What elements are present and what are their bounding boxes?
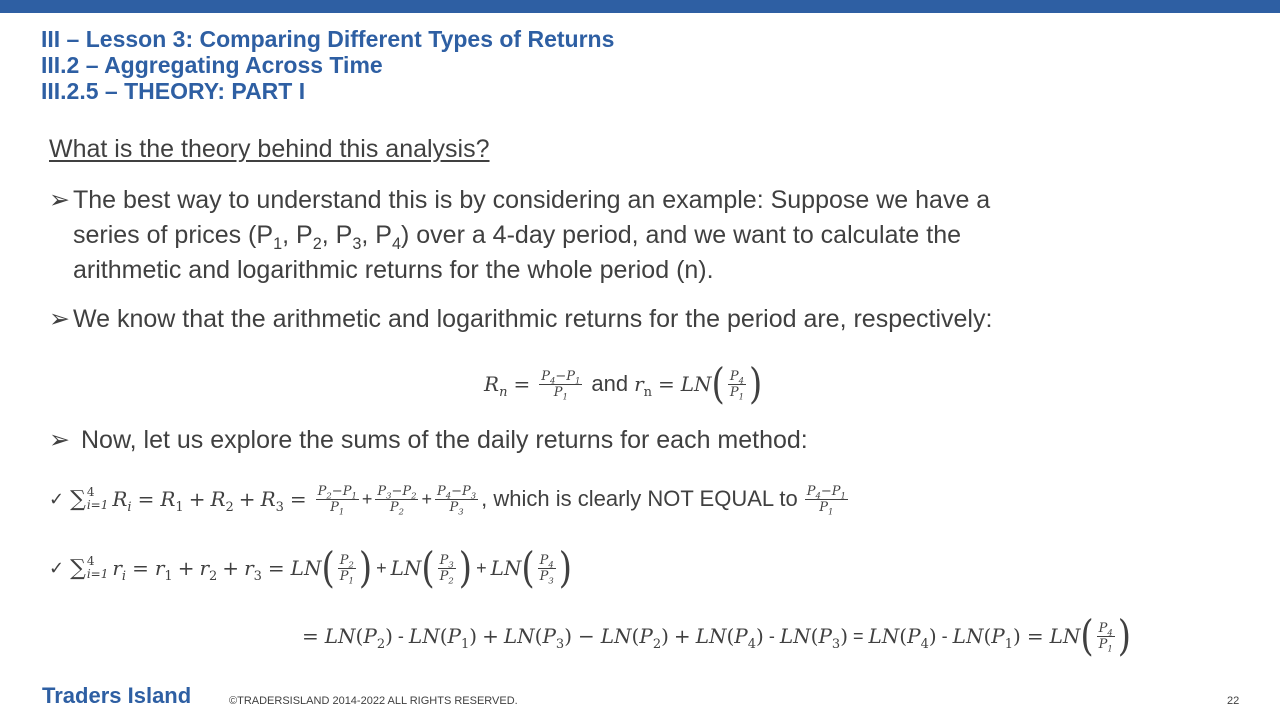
check-icon: ✓ — [49, 488, 65, 510]
arrow-bullet-icon: ➢ — [49, 426, 70, 454]
bullet-period-returns-text: We know that the arithmetic and logarithmic returns for the period are, respectively: — [73, 305, 993, 333]
slide-titles — [41, 26, 614, 104]
and-text: and — [591, 371, 629, 396]
period-returns-equation: $R_n$ = $\frac{P_4-P_1}{P_1}$ and $r_n$ = LN ( $\frac{P_4}{P_1}$ ) — [484, 359, 763, 409]
bullet-explore-sums — [49, 423, 1229, 459]
check-icon: ✓ — [49, 557, 65, 579]
bullet-explore-sums-text: Now, let us explore the sums of the daily returns for each method: — [81, 426, 808, 454]
lesson-title: III – Lesson 3: Comparing Different Types of Returns — [41, 26, 615, 52]
arrow-bullet-icon: ➢ — [49, 186, 70, 214]
log-sum-equation: ✓ ∑ 4 i=1 $r_i$ = $r_1$ + $r_2$ + $r_3$ = LN ( $\frac{P_2}{P_1}$ ) + LN ( $\frac{P_3}{P_2}$ ) + LN ( $\frac{P_4}{P_3}$ ) — [49, 543, 573, 593]
page-number: 22 — [1227, 695, 1240, 707]
log-expansion-equation: = LN ( $P_2$ ) - LN ( $P_1$ ) + LN ( $P_3$ ) − LN ( $P_2$ ) + LN ( $P_4$ ) - LN ( $P_3$ ) = LN ( $P_4$ ) - LN ( $P_1$ ) = LN ( $\frac{P_4}{P_1}$ ) — [302, 611, 1132, 661]
bullet-example-line1: The best way to understand this is by considering an example: Suppose we have a — [73, 186, 991, 214]
copyright-notice: ©TRADERSISLAND 2014-2022 ALL RIGHTS RESERVED. — [229, 695, 518, 707]
theory-question: What is the theory behind this analysis? — [49, 135, 490, 163]
arrow-bullet-icon: ➢ — [49, 305, 70, 333]
bullet-example — [49, 183, 1229, 293]
arithmetic-sum-equation: ✓ ∑ 4 i=1 $R_i$ = $R_1$ + $R_2$ + $R_3$ = $\frac{P_2-P_1}{P_1}$ + $\frac{P_3-P_2}{P_2}$ + $\frac{P_4-P_3}{P_3}$ , which is clearly NOT EQUAL to $\frac{P_4-P_1}{P_1}$ — [49, 483, 846, 517]
bullet-example-line3: arithmetic and logarithmic returns for the whole period (n). — [73, 256, 714, 284]
bullet-example-line2: series of prices ($P_1$, $P_2$, $P_3$, $P_4$) over a 4-day period, and we want to calculate the — [73, 221, 962, 253]
section-title: III.2 – Aggregating Across Time — [41, 52, 383, 78]
top-accent-bar — [0, 0, 1280, 13]
brand-logo-text: Traders Island — [42, 683, 192, 708]
subsection-title: III.2.5 – THEORY: PART I — [41, 78, 306, 104]
not-equal-text: , which is clearly NOT EQUAL to — [481, 486, 798, 511]
bullet-period-returns — [49, 302, 1229, 338]
